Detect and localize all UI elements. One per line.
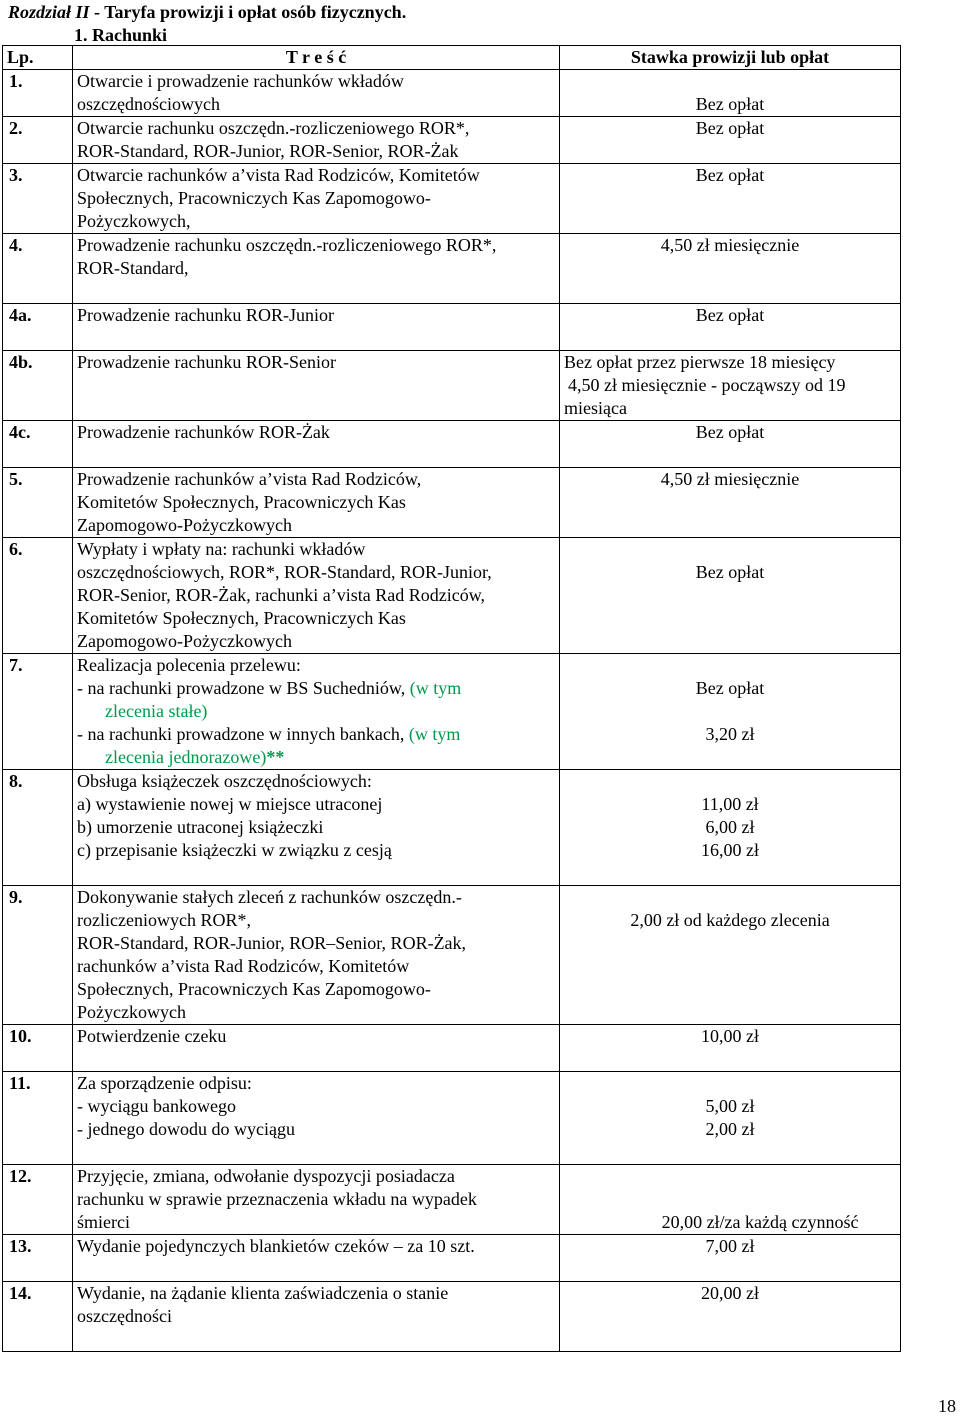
- row-description: Prowadzenie rachunku ROR-Junior: [73, 304, 560, 351]
- row-description: [73, 886, 560, 1025]
- row-description: Prowadzenie rachunków ROR-Żak: [73, 421, 560, 468]
- row-text-line: oszczędnościowych: [77, 94, 220, 114]
- row-fee: 20,00 zł: [560, 1282, 901, 1352]
- row-text-line: Obsługa książeczek oszczędnościowych:: [77, 771, 372, 791]
- row-fee: [560, 1165, 901, 1235]
- row-text-line: rachunku w sprawie przeznaczenia wkładu na wypadek: [77, 1189, 477, 1209]
- fee-table: [2, 45, 901, 1352]
- table-header-row: [3, 46, 901, 70]
- table-row: [3, 1165, 901, 1235]
- fee-value: Bez opłat przez pierwsze 18 miesięcy: [564, 352, 836, 372]
- row-text-line: Za sporządzenie odpisu:: [77, 1073, 252, 1093]
- row-text-line: Zapomogowo-Pożyczkowych: [77, 515, 292, 535]
- row-text-line: śmierci: [77, 1212, 130, 1232]
- header-tresc: T r e ś ć: [73, 46, 560, 70]
- table-row: [3, 1025, 901, 1072]
- table-row: [3, 770, 901, 886]
- row-text-line: Komitetów Społecznych, Pracowniczych Kas: [77, 608, 406, 628]
- row-fee: 4,50 zł miesięcznie: [560, 468, 901, 538]
- table-row: [3, 421, 901, 468]
- row-text-line: Realizacja polecenia przelewu:: [77, 655, 301, 675]
- row-number: 6.: [3, 538, 73, 654]
- table-row: [3, 654, 901, 770]
- row-text-line: Dokonywanie stałych zleceń z rachunków oszczędn.-: [77, 887, 462, 907]
- fee-value: Bez opłat: [695, 678, 765, 698]
- fee-value: Bez opłat: [695, 94, 765, 114]
- row-description: Prowadzenie rachunku ROR-Senior: [73, 351, 560, 421]
- row-text-line: Społecznych, Pracowniczych Kas Zapomogowo-: [77, 188, 431, 208]
- row-text-line: Pożyczkowych: [77, 1002, 186, 1022]
- page-number: 18: [938, 1396, 956, 1416]
- row-text-line: a) wystawienie nowej w miejsce utraconej: [77, 794, 383, 814]
- row-number: 5.: [3, 468, 73, 538]
- row-text-line: Otwarcie rachunków a’vista Rad Rodziców, Komitetów: [77, 165, 480, 185]
- chapter-number: Rozdział II: [8, 2, 90, 22]
- footnote-mark: **: [266, 747, 285, 767]
- section-title: 1. Rachunki: [74, 25, 168, 45]
- table-row: [3, 351, 901, 421]
- row-text-line: ROR-Standard,: [77, 258, 189, 278]
- row-number: 4c.: [3, 421, 73, 468]
- note-green: zlecenia jednorazowe): [105, 747, 267, 767]
- row-description: [73, 468, 560, 538]
- fee-value: Bez opłat: [695, 562, 765, 582]
- row-text-line: c) przepisanie książeczki w związku z cesją: [77, 840, 392, 860]
- row-text-line: rachunków a’vista Rad Rodziców, Komitetów: [77, 956, 410, 976]
- header-lp: Lp.: [3, 46, 73, 70]
- row-number: 3.: [3, 164, 73, 234]
- row-fee: 10,00 zł: [560, 1025, 901, 1072]
- row-text-line: oszczędności: [77, 1306, 172, 1326]
- table-row: [3, 117, 901, 164]
- row-description: [73, 117, 560, 164]
- row-text-line: rozliczeniowych ROR*,: [77, 910, 251, 930]
- row-number: 1.: [3, 70, 73, 117]
- note-green: (w tym: [409, 678, 462, 698]
- row-number: 13.: [3, 1235, 73, 1282]
- row-fee: Bez opłat: [560, 117, 901, 164]
- table-row: [3, 304, 901, 351]
- row-fee: [560, 770, 901, 886]
- row-description: [73, 770, 560, 886]
- row-text-line: - wyciągu bankowego: [77, 1096, 236, 1116]
- row-description: [73, 1072, 560, 1165]
- row-text-line: Otwarcie i prowadzenie rachunków wkładów: [77, 71, 404, 91]
- row-text-line: Społecznych, Pracowniczych Kas Zapomogowo-: [77, 979, 431, 999]
- row-number: 7.: [3, 654, 73, 770]
- chapter-title: - Taryfa prowizji i opłat osób fizycznych.: [89, 2, 407, 22]
- row-text-line: Otwarcie rachunku oszczędn.-rozliczeniowego ROR*,: [77, 118, 470, 138]
- table-row: [3, 164, 901, 234]
- row-number: 14.: [3, 1282, 73, 1352]
- row-description: [73, 654, 560, 770]
- row-text-line: [77, 723, 555, 746]
- row-fee: [560, 654, 901, 770]
- row-number: 2.: [3, 117, 73, 164]
- row-fee: Bez opłat: [560, 421, 901, 468]
- row-number: 4b.: [3, 351, 73, 421]
- row-number: 9.: [3, 886, 73, 1025]
- row-number: 11.: [3, 1072, 73, 1165]
- row-text-line: Wypłaty i wpłaty na: rachunki wkładów: [77, 539, 366, 559]
- row-description: [73, 1282, 560, 1352]
- fee-value: 4,50 zł miesięcznie - począwszy od 19: [568, 375, 846, 395]
- row-number: 8.: [3, 770, 73, 886]
- table-row: [3, 468, 901, 538]
- row-number: 4a.: [3, 304, 73, 351]
- table-row: [3, 538, 901, 654]
- row-description: [73, 1165, 560, 1235]
- row-fee: Bez opłat: [560, 164, 901, 234]
- fee-value: miesiąca: [564, 398, 628, 418]
- row-text-line: Prowadzenie rachunków a’vista Rad Rodziców,: [77, 469, 422, 489]
- table-row: [3, 886, 901, 1025]
- row-text-line: [77, 746, 555, 769]
- row-number: 4.: [3, 234, 73, 304]
- row-description: Potwierdzenie czeku: [73, 1025, 560, 1072]
- row-text-line: ROR-Standard, ROR-Junior, ROR-Senior, ROR-Żak: [77, 141, 459, 161]
- row-description: [73, 234, 560, 304]
- transfer-option-bs: - na rachunki prowadzone w BS Suchedniów,: [77, 678, 406, 698]
- row-fee: [560, 351, 901, 421]
- table-row: [3, 234, 901, 304]
- row-text-line: b) umorzenie utraconej książeczki: [77, 817, 324, 837]
- row-description: [73, 538, 560, 654]
- table-row: [3, 1072, 901, 1165]
- row-description: Wydanie pojedynczych blankietów czeków – za 10 szt.: [73, 1235, 560, 1282]
- fee-value: 2,00 zł: [705, 1119, 755, 1139]
- row-text-line: Zapomogowo-Pożyczkowych: [77, 631, 292, 651]
- row-text-line: - jednego dowodu do wyciągu: [77, 1119, 295, 1139]
- row-text-line: ROR-Senior, ROR-Żak, rachunki a’vista Rad Rodziców,: [77, 585, 486, 605]
- row-text-line: oszczędnościowych, ROR*, ROR-Standard, ROR-Junior,: [77, 562, 492, 582]
- fee-value: 3,20 zł: [705, 724, 755, 744]
- row-fee: [560, 1072, 901, 1165]
- table-row: [3, 70, 901, 117]
- note-green: zlecenia stałe): [105, 701, 208, 721]
- row-fee: [560, 886, 901, 1025]
- fee-value: 6,00 zł: [705, 817, 755, 837]
- fee-value: 16,00 zł: [701, 840, 760, 860]
- row-description: [73, 70, 560, 117]
- row-fee: 4,50 zł miesięcznie: [560, 234, 901, 304]
- fee-value: 11,00 zł: [701, 794, 759, 814]
- row-fee: 7,00 zł: [560, 1235, 901, 1282]
- row-number: 12.: [3, 1165, 73, 1235]
- row-text-line: Przyjęcie, zmiana, odwołanie dyspozycji posiadacza: [77, 1166, 455, 1186]
- table-row: [3, 1282, 901, 1352]
- chapter-label: [8, 2, 406, 23]
- row-text-line: Wydanie, na żądanie klienta zaświadczenia o stanie: [77, 1283, 449, 1303]
- row-fee: [560, 70, 901, 117]
- row-text-line: Komitetów Społecznych, Pracowniczych Kas: [77, 492, 406, 512]
- row-fee: [560, 538, 901, 654]
- row-text-line: [77, 677, 555, 700]
- row-fee: Bez opłat: [560, 304, 901, 351]
- fee-value: 2,00 zł od każdego zlecenia: [630, 910, 830, 930]
- header-stawka: Stawka prowizji lub opłat: [560, 46, 901, 70]
- fee-value: 5,00 zł: [705, 1096, 755, 1116]
- row-text-line: Pożyczkowych,: [77, 211, 191, 231]
- table-row: [3, 1235, 901, 1282]
- row-description: [73, 164, 560, 234]
- row-number: 10.: [3, 1025, 73, 1072]
- transfer-option-other: - na rachunki prowadzone w innych bankach,: [77, 724, 405, 744]
- fee-value: 20,00 zł/za każdą czynność: [661, 1212, 859, 1232]
- note-green: (w tym: [408, 724, 461, 744]
- row-text-line: ROR-Standard, ROR-Junior, ROR–Senior, ROR-Żak,: [77, 933, 467, 953]
- row-text-line: Prowadzenie rachunku oszczędn.-rozliczeniowego ROR*,: [77, 235, 497, 255]
